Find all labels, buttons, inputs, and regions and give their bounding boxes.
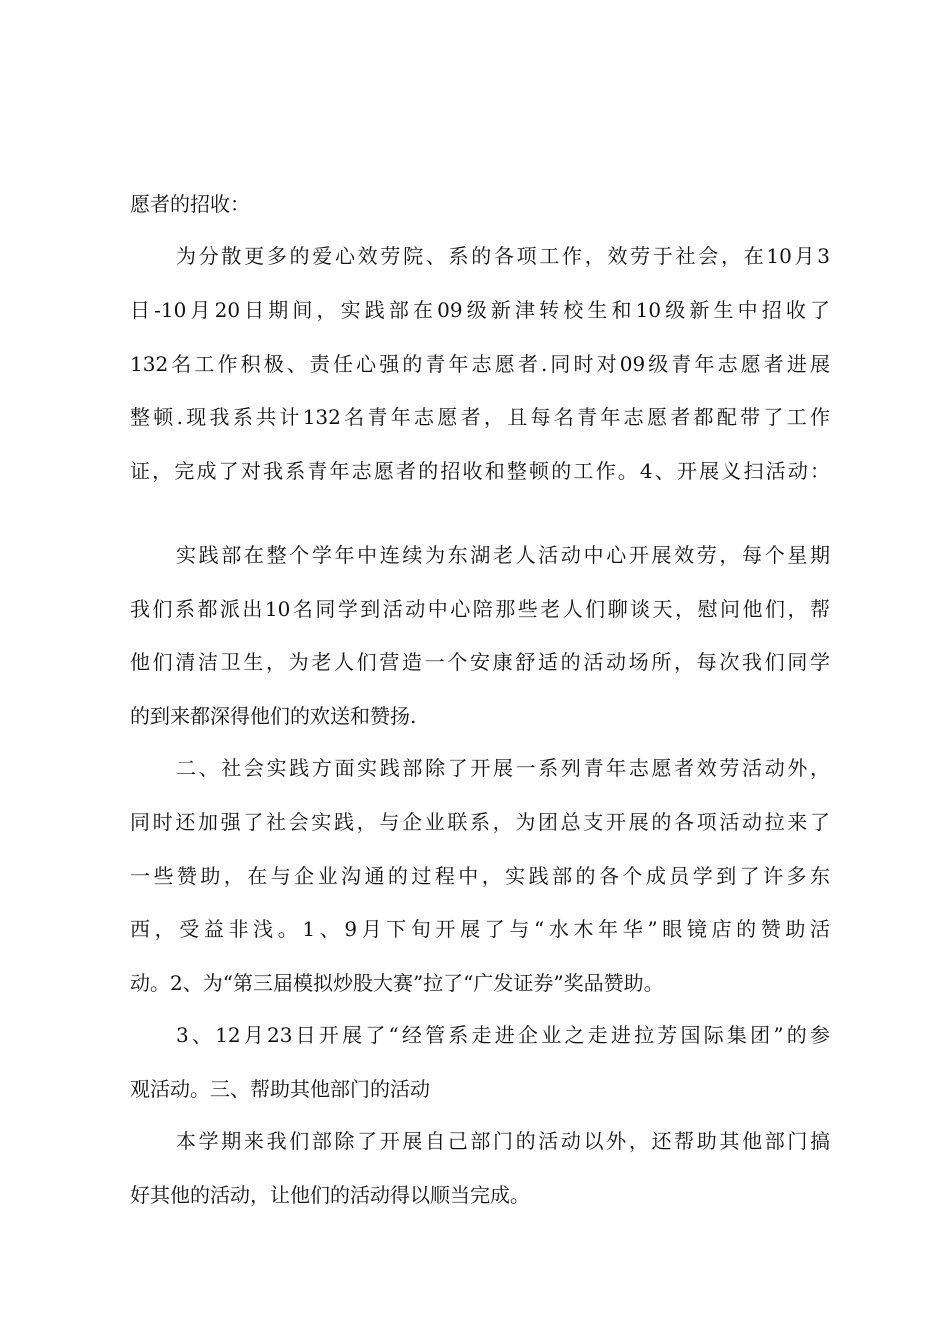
text-line: 同时还加强了社会实践，与企业联系，为团总支开展的各项活动拉来了	[130, 810, 830, 834]
text-line: 132名工作积极、责任心强的青年志愿者.同时对09级青年志愿者进展	[130, 352, 830, 376]
text-line: 二、社会实践方面实践部除了开展一系列青年志愿者效劳活动外，	[176, 756, 830, 780]
text-line: 本学期来我们部除了开展自己部门的活动以外，还帮助其他部门搞	[176, 1129, 830, 1153]
text-line: 愿者的招收：	[130, 192, 250, 216]
text-line: 他们清洁卫生，为老人们营造一个安康舒适的活动场所，每次我们同学	[130, 650, 830, 674]
text-line: 的到来都深得他们的欢送和赞扬.	[130, 704, 417, 728]
text-line: 动。2、为“第三届模拟炒股大赛”拉了“广发证券”奖品赞助。	[130, 971, 664, 995]
text-line: 日-10月20日期间，实践部在09级新津转校生和10级新生中招收了	[130, 298, 830, 322]
text-line: 好其他的活动，让他们的活动得以顺当完成。	[130, 1183, 530, 1207]
text-line: 为分散更多的爱心效劳院、系的各项工作，效劳于社会，在10月3	[176, 244, 830, 268]
text-line: 3、12月23日开展了“经管系走进企业之走进拉芳国际集团”的参	[176, 1023, 830, 1047]
text-line: 观活动。三、帮助其他部门的活动	[130, 1077, 430, 1101]
text-line: 实践部在整个学年中连续为东湖老人活动中心开展效劳，每个星期	[176, 543, 830, 567]
text-line: 西，受益非浅。1、9月下旬开展了与“水木年华”眼镜店的赞助活	[130, 917, 830, 941]
text-line: 一些赞助，在与企业沟通的过程中，实践部的各个成员学到了许多东	[130, 864, 830, 888]
text-line: 整顿.现我系共计132名青年志愿者，且每名青年志愿者都配带了工作	[130, 405, 830, 429]
text-line: 我们系都派出10名同学到活动中心陪那些老人们聊谈天，慰问他们，帮	[130, 597, 830, 621]
text-line: 证，完成了对我系青年志愿者的招收和整顿的工作。4、开展义扫活动：	[130, 459, 830, 483]
